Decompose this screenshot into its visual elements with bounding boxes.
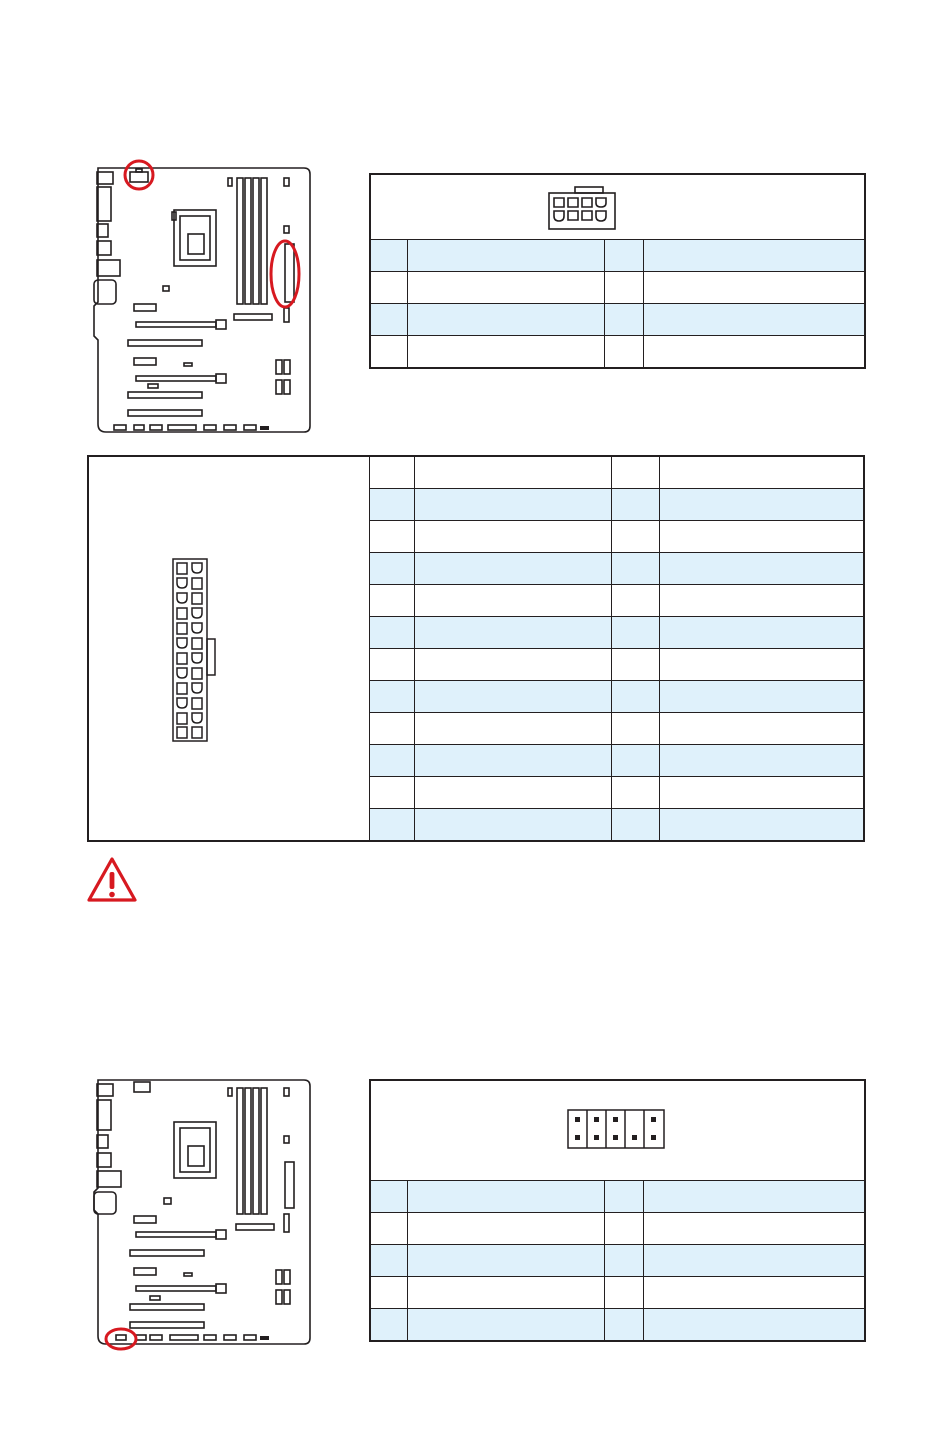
table-row xyxy=(370,1245,865,1277)
10-pin-header-icon xyxy=(566,1108,666,1150)
24-pin-connector-icon xyxy=(171,557,227,743)
table-row xyxy=(370,1213,865,1245)
table-row xyxy=(370,240,865,272)
header-pin-table xyxy=(369,1079,866,1342)
warning-triangle-icon xyxy=(86,856,138,904)
table-row xyxy=(370,1277,865,1309)
atx-connector-cell xyxy=(88,456,369,841)
board-diagram-top xyxy=(88,160,318,440)
atx-power-pin-table xyxy=(87,455,865,842)
table-row xyxy=(88,456,864,489)
table-row xyxy=(370,304,865,336)
table-row xyxy=(370,336,865,369)
8-pin-connector-icon xyxy=(547,185,619,231)
cpu-power-pin-table xyxy=(369,173,866,369)
board-diagram-bottom xyxy=(88,1074,318,1354)
cpu-power-connector-cell xyxy=(370,174,865,240)
table-row xyxy=(370,272,865,304)
table-row xyxy=(370,1181,865,1213)
table-row xyxy=(370,1309,865,1342)
header-connector-cell xyxy=(370,1080,865,1181)
